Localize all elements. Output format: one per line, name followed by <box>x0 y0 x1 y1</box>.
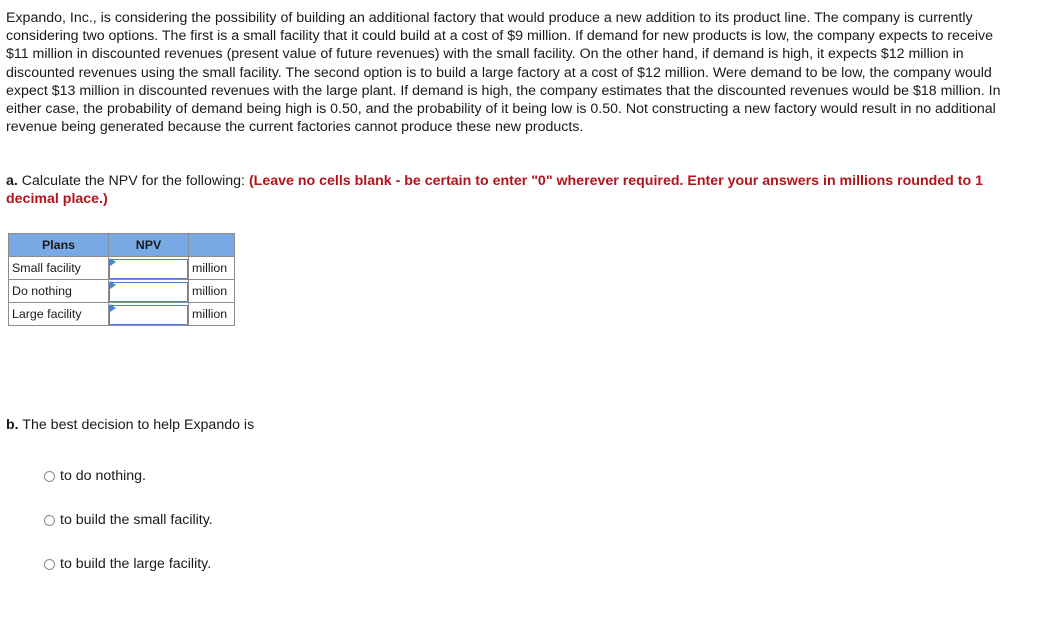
part-a-question <box>6 172 1006 208</box>
unit-label: million <box>189 257 235 280</box>
part-a-instruction: (Leave no cells blank - be certain to enter "0" wherever required. Enter your answers in millions rounded to 1 decimal place.) <box>6 173 984 208</box>
problem-statement: Expando, Inc., is considering the possibility of building an additional factory that would produce a new addition to its product line. The company is currently considering two options. The first is a small facility that it could build at a cost of $9 million. If demand for new products is low, the company expects to receive $11 million in discounted revenues (present value of future revenues) with the small facility. On the other hand, if demand is high, it expects $12 million in discounted revenues using the small facility. The second option is to build a large factory at a cost of $12 million. Were demand to be low, the company would expect $13 million in discounted revenues with the large plant. If demand is high, the company estimates that the discounted revenues would be $18 million. In either case, the probability of demand being high is 0.50, and the probability of it being low is 0.50. Not constructing a new factory would result in no additional revenue being generated because the current factories cannot produce these new products. <box>6 10 1001 136</box>
npv-cell-nothing <box>109 280 189 303</box>
part-b-question <box>6 416 254 434</box>
npv-input-do-nothing[interactable] <box>109 282 188 302</box>
part-a-prompt: Calculate the NPV for the following: <box>21 173 245 189</box>
part-b-prompt: The best decision to help Expando is <box>22 417 255 433</box>
plan-do-nothing: Do nothing <box>9 280 109 303</box>
unit-label: million <box>189 280 235 303</box>
table-row <box>9 303 235 326</box>
option-label: to build the large facility. <box>60 556 212 572</box>
npv-input-large-facility[interactable] <box>109 305 188 325</box>
radio-button[interactable] <box>44 559 55 570</box>
option-large-facility[interactable] <box>44 556 211 572</box>
header-npv: NPV <box>109 234 189 257</box>
part-b-label: b. <box>6 417 19 433</box>
option-label: to do nothing. <box>60 468 146 484</box>
option-small-facility[interactable] <box>44 512 213 528</box>
radio-button[interactable] <box>44 471 55 482</box>
part-a-label: a. <box>6 173 18 189</box>
npv-cell-small <box>109 257 189 280</box>
option-do-nothing[interactable] <box>44 468 146 484</box>
plan-small-facility: Small facility <box>9 257 109 280</box>
option-label: to build the small facility. <box>60 512 213 528</box>
unit-label: million <box>189 303 235 326</box>
plan-large-facility: Large facility <box>9 303 109 326</box>
npv-table <box>8 233 235 326</box>
table-row <box>9 280 235 303</box>
table-row <box>9 257 235 280</box>
table-header-row <box>9 234 235 257</box>
npv-cell-large <box>109 303 189 326</box>
radio-button[interactable] <box>44 515 55 526</box>
header-unit <box>189 234 235 257</box>
header-plans: Plans <box>9 234 109 257</box>
npv-input-small-facility[interactable] <box>109 259 188 279</box>
